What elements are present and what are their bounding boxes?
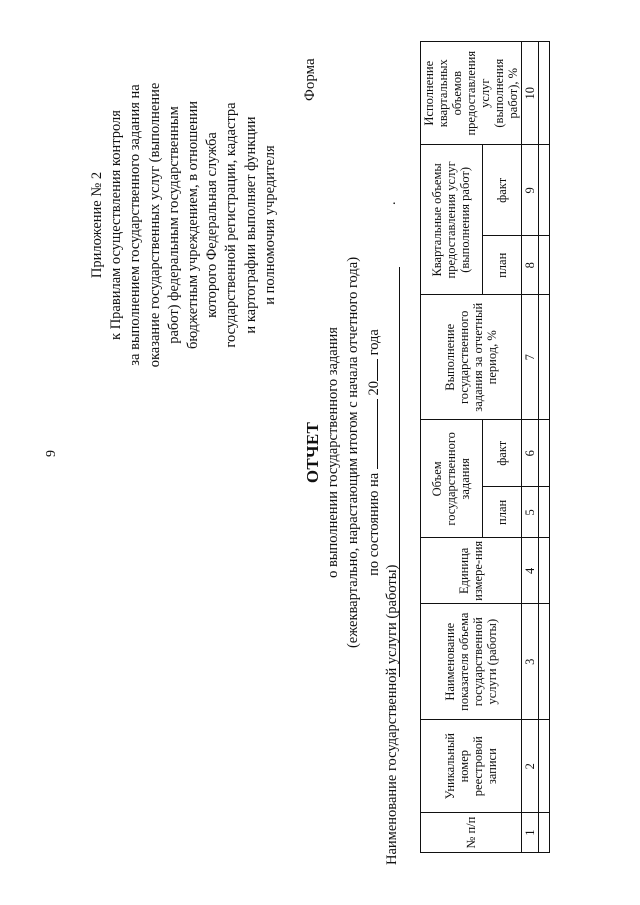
table-cell — [539, 295, 550, 420]
appendix-line: к Правилам осуществления контроля — [108, 110, 125, 340]
column-number: 7 — [522, 295, 539, 420]
as-of-prefix: по состоянию на — [366, 472, 382, 576]
table-cell — [539, 487, 550, 538]
table-cell — [539, 604, 550, 720]
page-number: 9 — [44, 450, 59, 457]
report-subtitle-block — [323, 180, 384, 725]
header-unit: Единица измере-ния — [421, 538, 522, 604]
appendix-title: Приложение № 2 — [89, 171, 105, 279]
table-cell — [539, 145, 550, 236]
table-cell — [539, 236, 550, 295]
appendix-header — [88, 45, 280, 405]
table-header-row — [421, 42, 483, 853]
appendix-line: за выполнением государственного задания на — [127, 84, 144, 366]
service-name-label: Наименование государственной услуги (работы) — [384, 564, 400, 865]
report-table — [420, 41, 550, 853]
header-indicator-name: Наименование показателя объема государственной услуги (работы) — [421, 604, 522, 720]
year-blank — [363, 359, 378, 381]
column-number: 8 — [522, 236, 539, 295]
report-subtitle: о выполнении государственного задания — [325, 327, 341, 578]
header-task-volume: Объем государственного задания — [421, 420, 483, 538]
table-cell — [539, 538, 550, 604]
column-number: 5 — [522, 487, 539, 538]
subheader-fact: факт — [482, 145, 521, 236]
header-registry-number: Уникальный номер реестровой записи — [421, 720, 522, 813]
column-number: 3 — [522, 604, 539, 720]
appendix-line: и картографии выполняет функции — [242, 116, 259, 334]
header-quarterly-execution: Исполнение квартальных объемов предоставления услуг (выполнения работ), % — [421, 42, 522, 145]
report-as-of — [363, 180, 384, 725]
service-name-blank — [399, 267, 400, 677]
report-title: ОТЧЕТ — [303, 421, 322, 484]
date-blank — [363, 399, 378, 469]
table-cell — [539, 42, 550, 145]
appendix-lines — [107, 45, 280, 405]
table-cell — [539, 813, 550, 853]
form-label: Форма — [302, 58, 318, 101]
column-number: 6 — [522, 420, 539, 487]
column-number: 1 — [522, 813, 539, 853]
column-number-row — [522, 42, 539, 853]
subheader-fact: факт — [482, 420, 521, 487]
table-row — [539, 42, 550, 853]
table-cell — [539, 420, 550, 487]
appendix-line: оказание государственных услуг (выполнение — [146, 82, 163, 368]
column-number: 10 — [522, 42, 539, 145]
column-number: 9 — [522, 145, 539, 236]
header-quarterly-volumes: Квартальные объемы предоставления услуг (выполнения работ) — [421, 145, 483, 295]
header-number: № п/п — [421, 813, 522, 853]
subheader-plan: план — [482, 487, 521, 538]
column-number: 2 — [522, 720, 539, 813]
dot-mark: . — [384, 201, 399, 205]
appendix-line: государственной регистрации, кадастра — [223, 102, 240, 348]
appendix-line: бюджетным учреждением, в отношении — [185, 101, 202, 349]
header-task-completion: Выполнение государственного задания за отчетный период, % — [421, 295, 522, 420]
appendix-line: работ) федеральным государственным — [165, 106, 182, 344]
appendix-line: которого Федеральная служба — [204, 132, 221, 318]
appendix-line: и полномочия учредителя — [261, 145, 278, 305]
table-cell — [539, 720, 550, 813]
report-period-note: (ежеквартально, нарастающим итогом с начала отчетного года) — [345, 256, 361, 649]
year-prefix: 20 — [366, 381, 382, 396]
column-number: 4 — [522, 538, 539, 604]
as-of-suffix: года — [366, 329, 382, 356]
subheader-plan: план — [482, 236, 521, 295]
